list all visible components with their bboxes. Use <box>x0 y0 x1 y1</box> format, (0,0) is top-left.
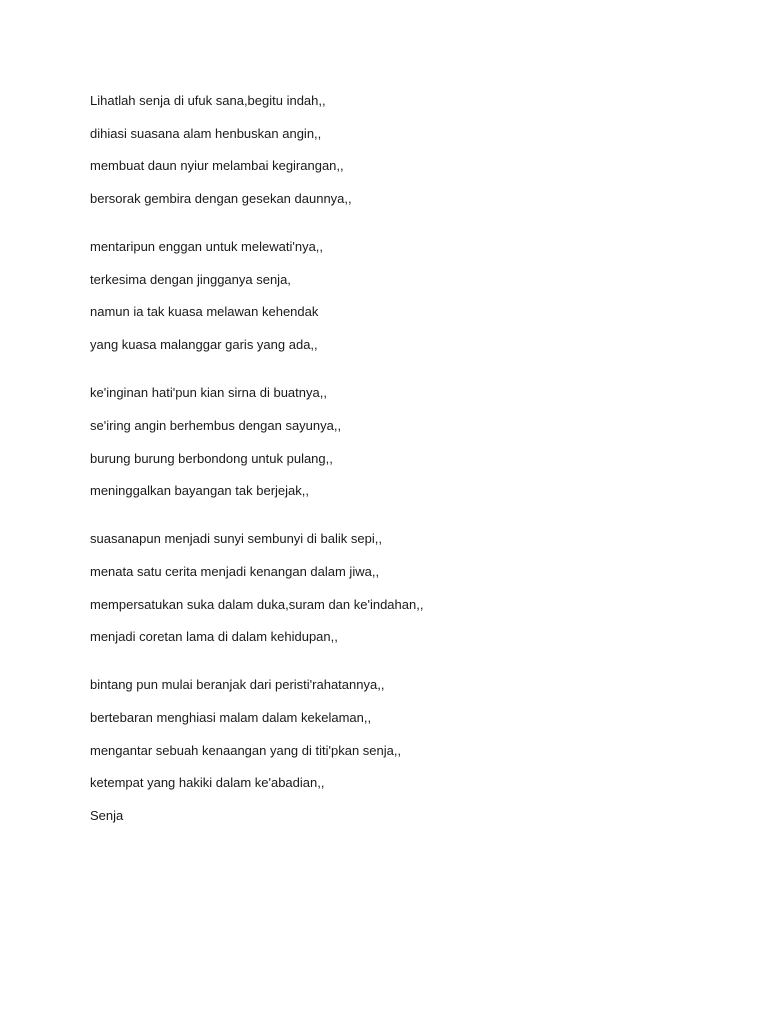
poem-line: suasanapun menjadi sunyi sembunyi di balik sepi,, <box>90 531 382 547</box>
poem-line: namun ia tak kuasa melawan kehendak <box>90 304 319 320</box>
poem-line: Lihatlah senja di ufuk sana,begitu indah,, <box>90 93 326 108</box>
poem-line: bersorak gembira dengan gesekan daunnya,, <box>90 191 352 207</box>
poem-line: dihiasi suasana alam henbuskan angin,, <box>90 125 322 141</box>
poem-line: menjadi coretan lama di dalam kehidupan,, <box>90 629 338 645</box>
poem-line: mengantar sebuah kenaangan yang di titi'pkan senja,, <box>90 742 402 758</box>
poem-line: bintang pun mulai beranjak dari peristi'rahatannya,, <box>90 677 385 693</box>
poem-line: mempersatukan suka dalam duka,suram dan ke'indahan,, <box>90 596 424 612</box>
stanza-2 <box>90 239 730 353</box>
poem <box>90 93 730 824</box>
stanza-3 <box>90 385 730 499</box>
poem-line: meninggalkan bayangan tak berjejak,, <box>90 483 309 499</box>
poem-line: ke'inginan hati'pun kian sirna di buatnya,, <box>90 385 327 401</box>
poem-line: yang kuasa malanggar garis yang ada,, <box>90 337 318 353</box>
poem-signature: Senja <box>90 808 124 824</box>
poem-line: se'iring angin berhembus dengan sayunya,, <box>90 417 342 433</box>
poem-line: bertebaran menghiasi malam dalam kekelaman,, <box>90 709 372 725</box>
poem-line: mentaripun enggan untuk melewati'nya,, <box>90 239 324 255</box>
poem-line: ketempat yang hakiki dalam ke'abadian,, <box>90 775 325 791</box>
poem-line: membuat daun nyiur melambai kegirangan,, <box>90 158 344 174</box>
poem-line: menata satu cerita menjadi kenangan dalam jiwa,, <box>90 563 380 579</box>
stanza-4 <box>90 531 730 645</box>
stanza-1 <box>90 93 730 207</box>
poem-line: terkesima dengan jingganya senja, <box>90 271 291 287</box>
stanza-5 <box>90 677 730 791</box>
poem-line: burung burung berbondong untuk pulang,, <box>90 450 333 466</box>
